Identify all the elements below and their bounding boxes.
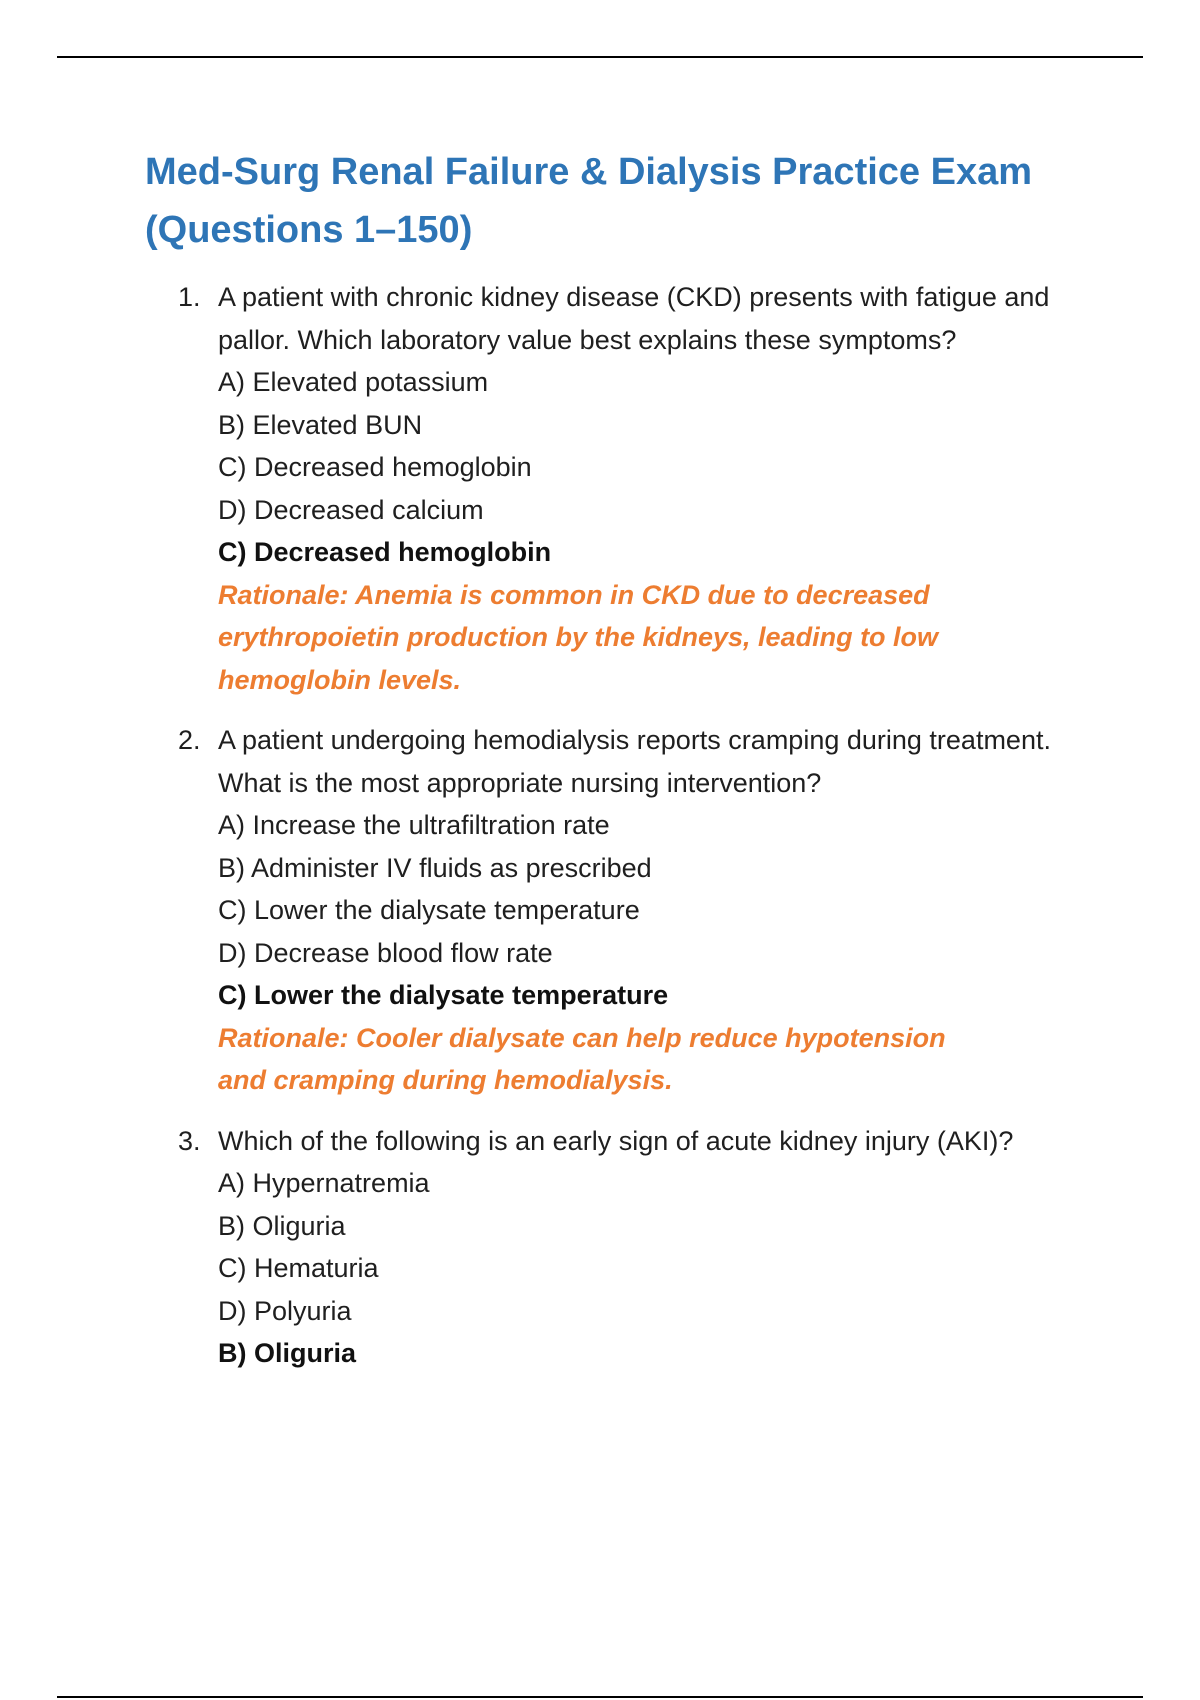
question-1 — [178, 276, 1118, 701]
option-d: D) Decreased calcium — [218, 494, 484, 525]
question-text: Which of the following is an early sign of acute kidney injury (AKI)? — [218, 1125, 1014, 1156]
option-a: A) Increase the ultrafiltration rate — [218, 810, 610, 840]
title-line-2: (Questions 1–150) — [145, 209, 473, 251]
question-number: 2. — [178, 725, 201, 755]
option-d: D) Decrease blood flow rate — [218, 937, 553, 968]
correct-answer: B) Oliguria — [218, 1338, 357, 1368]
option-c: C) Lower the dialysate temperature — [218, 895, 640, 925]
correct-answer: C) Decreased hemoglobin — [218, 537, 552, 567]
question-text: A patient undergoing hemodialysis reports cramping during treatment. What is the most appropriate nursing intervention? — [218, 725, 1051, 798]
question-text: A patient with chronic kidney disease (CKD) presents with fatigue and pallor. Which laboratory value best explains these symptoms? — [218, 282, 1050, 355]
question-3 — [178, 1120, 1118, 1375]
rationale: Rationale: Anemia is common in CKD due to decreased erythropoietin production by the kidneys, leading to low hemoglobin levels. — [218, 579, 939, 695]
correct-answer: C) Lower the dialysate temperature — [218, 980, 669, 1010]
question-number: 3. — [178, 1125, 201, 1156]
option-c: C) Decreased hemoglobin — [218, 452, 532, 482]
title-line-1: Med-Surg Renal Failure & Dialysis Practice Exam — [145, 151, 1033, 193]
top-divider — [57, 56, 1143, 58]
bottom-divider — [57, 1696, 1143, 1698]
option-b: B) Administer IV fluids as prescribed — [218, 852, 652, 883]
question-list — [178, 276, 1118, 1393]
rationale: Rationale: Cooler dialysate can help reduce hypotension and cramping during hemodialysis. — [218, 1022, 946, 1095]
question-2 — [178, 719, 1118, 1102]
option-a: A) Elevated potassium — [218, 367, 489, 397]
question-number: 1. — [178, 282, 201, 312]
option-d: D) Polyuria — [218, 1295, 352, 1326]
option-a: A) Hypernatremia — [218, 1168, 430, 1198]
option-c: C) Hematuria — [218, 1253, 379, 1283]
option-b: B) Elevated BUN — [218, 409, 423, 440]
option-b: B) Oliguria — [218, 1210, 346, 1241]
page-title — [145, 143, 1095, 259]
